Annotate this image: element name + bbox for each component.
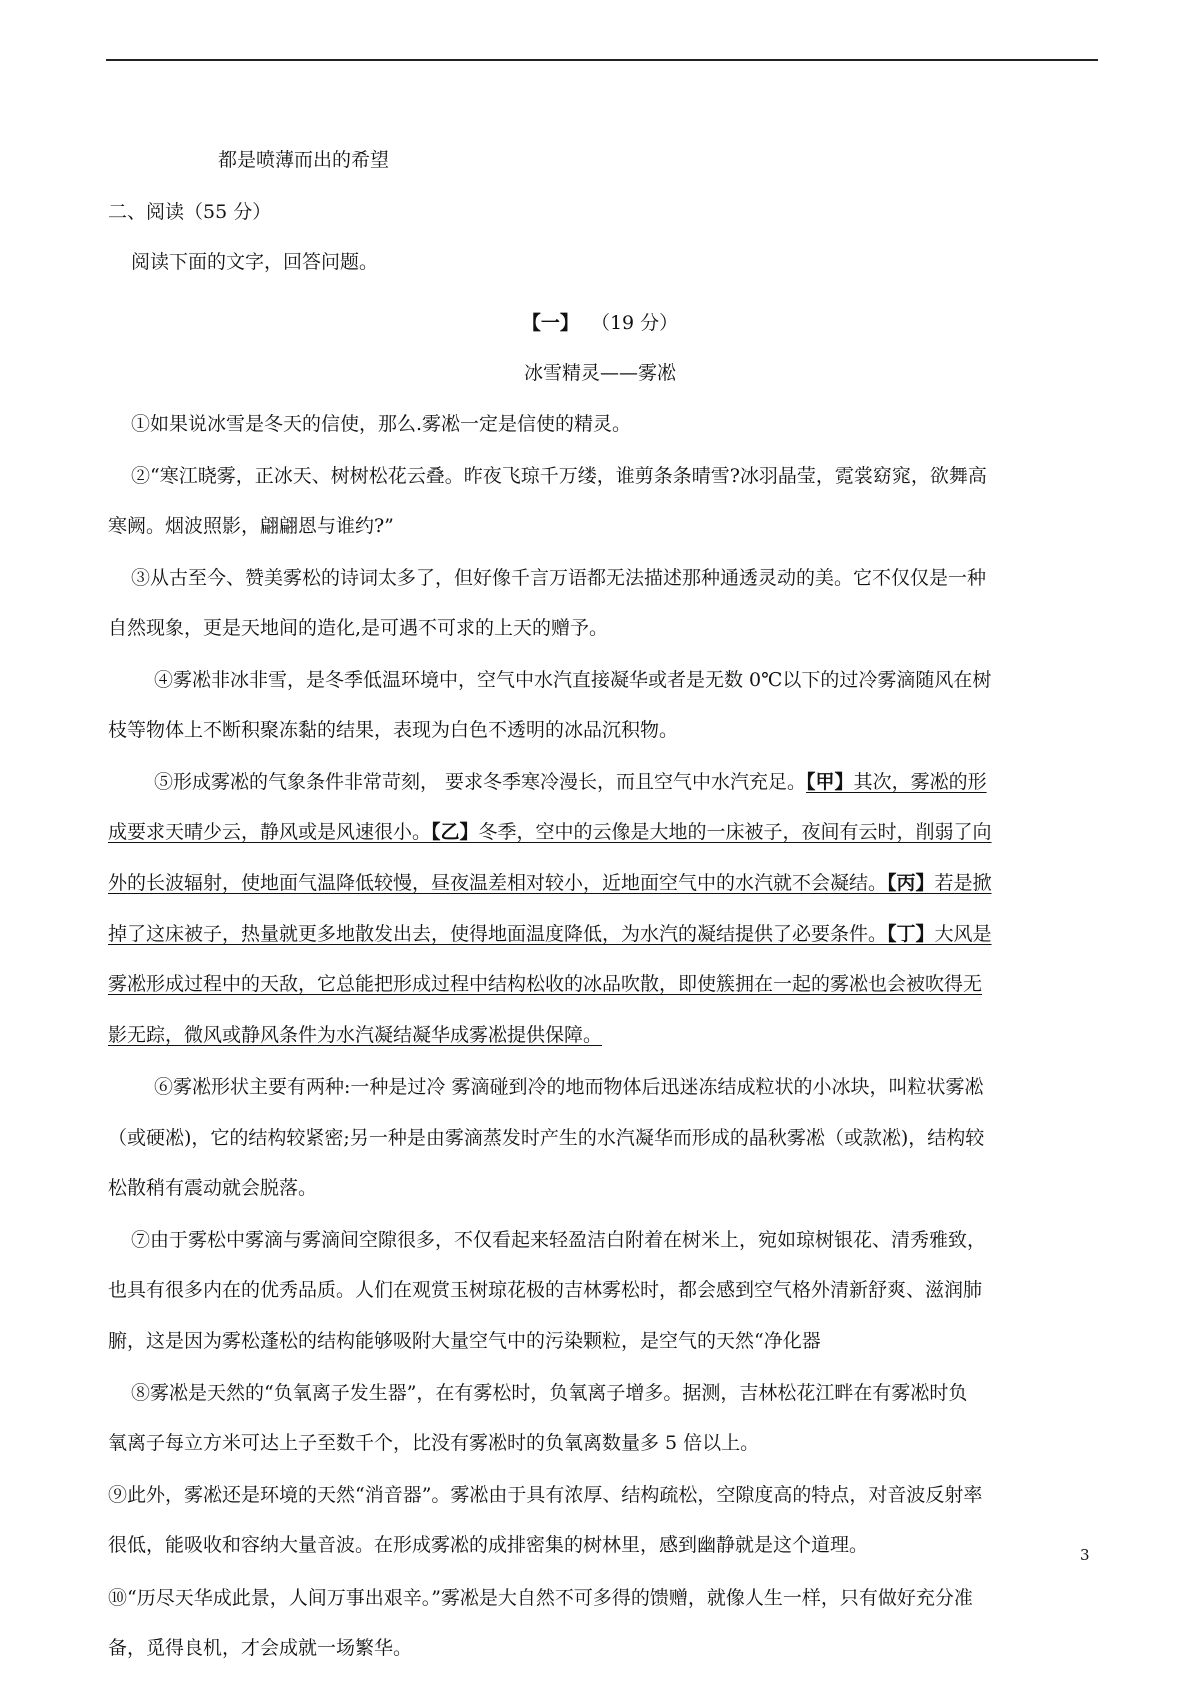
paragraph-7-line-2: 也具有很多内在的优秀品质。人们在观赏玉树琼花极的吉林雾松时，都会感到空气格外清新舒爽、滋润肺 — [108, 1279, 983, 1301]
paragraph-5-line-2-text-a: 成要求天晴少云，静风或是风速很小。 — [108, 821, 432, 843]
paragraph-2-line-2: 寒阙。烟波照影，翩翩恩与谁约?” — [108, 515, 394, 537]
paragraph-5-line-2-text-b: 冬季，空中的云像是大地的一床被子，夜间有云时，削弱了向 — [478, 821, 992, 843]
marker-jia: 【甲】 — [806, 771, 854, 793]
paragraph-5-line-5: 雾凇形成过程中的天敌，它总能把形成过程中结构松收的冰品吹散，即使簇拥在一起的雾凇也会被吹得无 — [108, 973, 983, 995]
paragraph-7-line-3: 腑，这是因为雾松蓬松的结构能够吸附大量空气中的污染颗粒，是空气的天然“净化器 — [108, 1330, 821, 1352]
paragraph-6-line-3: 松散稍有震动就会脱落。 — [108, 1177, 318, 1199]
paragraph-9-line-1: ⑨此外，雾凇还是环境的天然“消音器”。雾凇由于具有浓厚、结构疏松，空隙度高的特点，对音波反射率 — [108, 1484, 983, 1506]
paragraph-5-line-1 — [154, 770, 987, 794]
article-title: 冰雪精灵——雾凇 — [523, 362, 676, 384]
paragraph-10-line-1: ⑩“历尽天华成此景，人间万事出艰辛。”雾凇是大自然不可多得的馈赠，就像人生一样，只有做好充分准 — [108, 1587, 973, 1609]
paragraph-6-line-1: ⑥雾凇形状主要有两种:一种是过冷 雾滴碰到冷的地而物体后迅迷冻结成粒状的小冰块，叫粒状雾凇 — [154, 1076, 984, 1098]
paragraph-8-line-2: 氧离子每立方米可达上子至数千个，比没有雾凇时的负氧离数量多 5 倍以上。 — [108, 1432, 760, 1454]
part-label: 【一】 — [521, 312, 579, 334]
part-score: （19 分） — [590, 312, 679, 334]
paragraph-4-line-2: 枝等物体上不断积聚冻黏的结果，表现为白色不透明的冰品沉积物。 — [108, 719, 679, 741]
paragraph-7-line-1: ⑦由于雾松中雾滴与雾滴间空隙很多，不仅看起来轻盈洁白附着在树米上，宛如琼树银花、清秀雅致， — [131, 1229, 987, 1251]
paragraph-5-line-4 — [108, 922, 992, 946]
paragraph-6-line-2: （或硬凇)，它的结构较紧密;另一种是由雾滴蒸发时产生的水汽凝华而形成的晶秋雾凇（或款凇)，结构较 — [108, 1127, 985, 1149]
paragraph-5-line-4-text-b: 大风是 — [934, 923, 992, 945]
paragraph-5-line-3-text-b: 若是掀 — [934, 872, 992, 894]
page-number: 3 — [1080, 1546, 1090, 1564]
paragraph-1: ①如果说冰雪是冬天的信使，那么.雾凇一定是信使的精灵。 — [131, 413, 632, 435]
marker-yi: 【乙】 — [431, 821, 479, 843]
paragraph-5-line-3 — [108, 871, 992, 895]
paragraph-5-line-6: 影无踪，微风或静风条件为水汽凝结凝华成雾凇提供保障。 — [108, 1024, 603, 1046]
paragraph-5-line-2 — [108, 820, 992, 844]
paragraph-5-line-4-text-a: 掉了这床被子，热量就更多地散发出去，使得地面温度降低，为水汽的凝结提供了必要条件。 — [108, 923, 888, 945]
paragraph-9-line-2: 很低，能吸收和容纳大量音波。在形成雾凇的成排密集的树林里，感到幽静就是这个道理。 — [108, 1534, 869, 1556]
paragraph-10-line-2: 备，觅得良机，才会成就一场繁华。 — [108, 1637, 413, 1659]
paragraph-3-line-2: 自然现象，更是天地间的造化,是可遇不可求的上天的赠予。 — [108, 617, 609, 639]
header-rule — [106, 59, 1098, 61]
paragraph-8-line-1: ⑧雾凇是天然的“负氧离子发生器”，在有雾松时，负氧离子增多。据测，吉林松花江畔在有雾凇时负 — [131, 1382, 968, 1404]
part-header — [0, 311, 1200, 335]
paragraph-5-line-1-text: ⑤形成雾凇的气象条件非常苛刻， 要求冬季寒冷漫长，而且空气中水汽充足。 — [154, 771, 807, 793]
paragraph-4-line-1: ④雾凇非冰非雪，是冬季低温环境中，空气中水汽直接凝华或者是无数 0℃以下的过冷雾滴随风在树 — [154, 669, 992, 691]
paragraph-5-line-1-underlined: 其次，雾凇的形 — [853, 771, 987, 793]
section-heading: 二、阅读（55 分） — [108, 201, 272, 223]
paragraph-3-line-1: ③从古至今、赞美雾松的诗词太多了，但好像千言万语都无法描述那种通透灵动的美。它不仅仅是一种 — [131, 567, 987, 589]
paragraph-2-line-1: ②“寒江晓雾，正冰天、树树松花云叠。昨夜飞琼千万缕，谁剪条条晴雪?冰羽晶莹，霓裳窈窕，欲舞高 — [131, 465, 987, 487]
marker-bing: 【丙】 — [887, 872, 935, 894]
marker-ding: 【丁】 — [887, 923, 935, 945]
continuation-line: 都是喷薄而出的希望 — [218, 149, 390, 171]
instruction: 阅读下面的文字，回答问题。 — [131, 251, 379, 273]
paragraph-5-line-3-text-a: 外的长波辐射，使地面气温降低较慢，昼夜温差相对较小，近地面空气中的水汽就不会凝结。 — [108, 872, 888, 894]
